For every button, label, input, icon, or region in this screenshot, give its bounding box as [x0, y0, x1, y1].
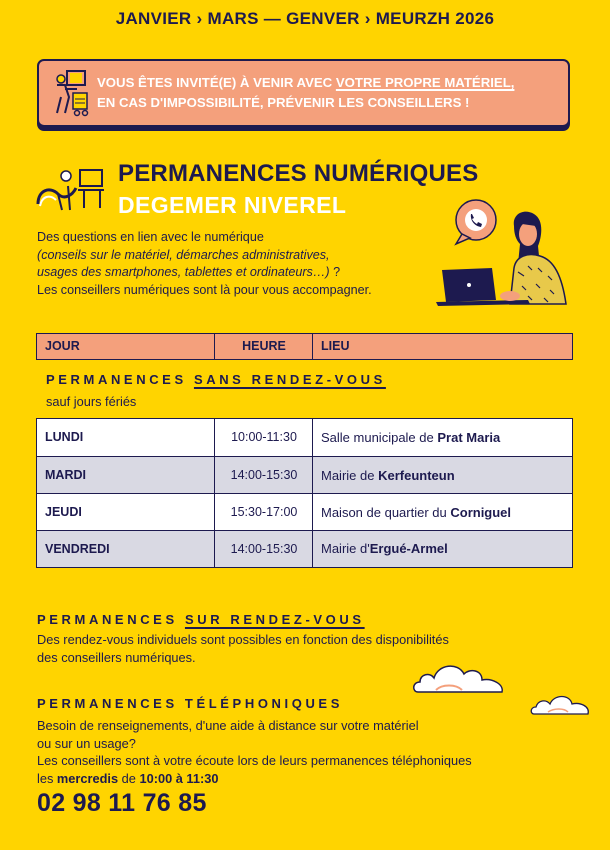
notice-banner — [37, 59, 570, 127]
place-name: Corniguel — [450, 505, 512, 520]
row-place — [321, 531, 448, 567]
phone-line4-a: les — [37, 770, 57, 786]
heading-underlined: SUR RENDEZ-VOUS — [184, 612, 365, 627]
row-day: LUNDI — [45, 430, 84, 444]
main-title: PERMANENCES NUMÉRIQUES — [118, 160, 479, 187]
row-day: VENDREDI — [45, 542, 110, 556]
period-title: JANVIER › MARS — GENVER › MEURZH 2026 — [115, 9, 495, 28]
notice-underlined: VOTRE PROPRE MATÉRIEL, — [335, 75, 515, 90]
column-header-place: LIEU — [321, 339, 350, 353]
cloud-icon — [530, 690, 592, 718]
row-day: JEUDI — [45, 505, 82, 519]
heading-prefix: PERMANENCES — [37, 612, 185, 627]
notice-line1: VOUS ÊTES INVITÉ(E) À VENIR AVEC — [97, 75, 336, 90]
row-hour: 14:00-15:30 — [230, 468, 298, 482]
person-with-equipment-icon — [47, 67, 99, 119]
place-prefix: Mairie de — [321, 468, 379, 483]
phone-line4-c: de — [118, 770, 140, 786]
phone-line2: ou sur un usage? — [37, 735, 136, 751]
person-at-computer-icon — [36, 166, 106, 212]
divider — [312, 419, 313, 567]
notice-line2: EN CAS D'IMPOSSIBILITÉ, PRÉVENIR LES CONSEILLERS ! — [97, 95, 470, 110]
table-header — [36, 333, 573, 360]
place-name: Prat Maria — [437, 430, 501, 445]
intro-line2: (conseils sur le matériel, démarches administratives, — [37, 247, 330, 262]
schedule-table — [36, 418, 573, 568]
row-day: MARDI — [45, 468, 86, 482]
column-header-day: JOUR — [45, 339, 80, 353]
row-hour: 10:00-11:30 — [231, 430, 297, 444]
row-hour: 15:30-17:00 — [230, 505, 298, 519]
place-name: Kerfeunteun — [378, 468, 455, 483]
divider — [214, 419, 215, 567]
place-name: Ergué-Armel — [369, 541, 448, 556]
table-row — [37, 457, 572, 494]
appointment-line2: des conseillers numériques. — [37, 649, 196, 665]
row-place — [321, 494, 511, 531]
intro-line4: Les conseillers numériques sont là pour vous accompagner. — [37, 282, 372, 297]
main-title-breton: DEGEMER NIVEREL — [118, 192, 347, 218]
row-hour: 14:00-15:30 — [230, 542, 298, 556]
heading-underlined: SANS RENDEZ-VOUS — [193, 372, 386, 387]
table-row — [37, 419, 572, 456]
woman-with-laptop-illustration — [432, 196, 572, 308]
heading-prefix: PERMANENCES — [46, 372, 194, 387]
notice-text — [97, 73, 567, 113]
phone-hours: 10:00 à 11:30 — [139, 770, 219, 786]
row-place — [321, 457, 455, 494]
divider — [312, 334, 313, 359]
row-place — [321, 419, 500, 456]
phone-day: mercredis — [56, 770, 119, 786]
intro-line1: Des questions en lien avec le numérique — [37, 230, 264, 244]
section-heading-appointment — [37, 612, 365, 627]
place-prefix: Mairie d' — [321, 541, 370, 556]
cloud-icon — [412, 656, 508, 696]
table-row — [37, 531, 572, 567]
column-header-hour: HEURE — [242, 339, 286, 353]
walk-in-subtitle: sauf jours fériés — [46, 394, 137, 409]
section-heading-walk-in — [46, 372, 386, 387]
phone-line3: Les conseillers sont à votre écoute lors de leurs permanences téléphoniques — [37, 753, 472, 768]
intro-paragraph — [37, 229, 437, 299]
section-heading-phone: PERMANENCES TÉLÉPHONIQUES — [37, 696, 343, 711]
place-prefix: Maison de quartier du — [321, 505, 451, 520]
phone-number[interactable]: 02 98 11 76 85 — [37, 789, 207, 817]
table-row — [37, 494, 572, 531]
phone-text — [37, 717, 557, 787]
intro-line3-end: ? — [329, 265, 341, 279]
intro-line3: usages des smartphones, tablettes et ordinateurs…) — [37, 265, 330, 279]
phone-line1: Besoin de renseignements, d'une aide à distance sur votre matériel — [37, 718, 419, 733]
phone-bubble-icon — [456, 200, 496, 244]
appointment-line1: Des rendez-vous individuels sont possibles en fonction des disponibilités — [37, 632, 449, 647]
place-prefix: Salle municipale de — [321, 430, 438, 445]
